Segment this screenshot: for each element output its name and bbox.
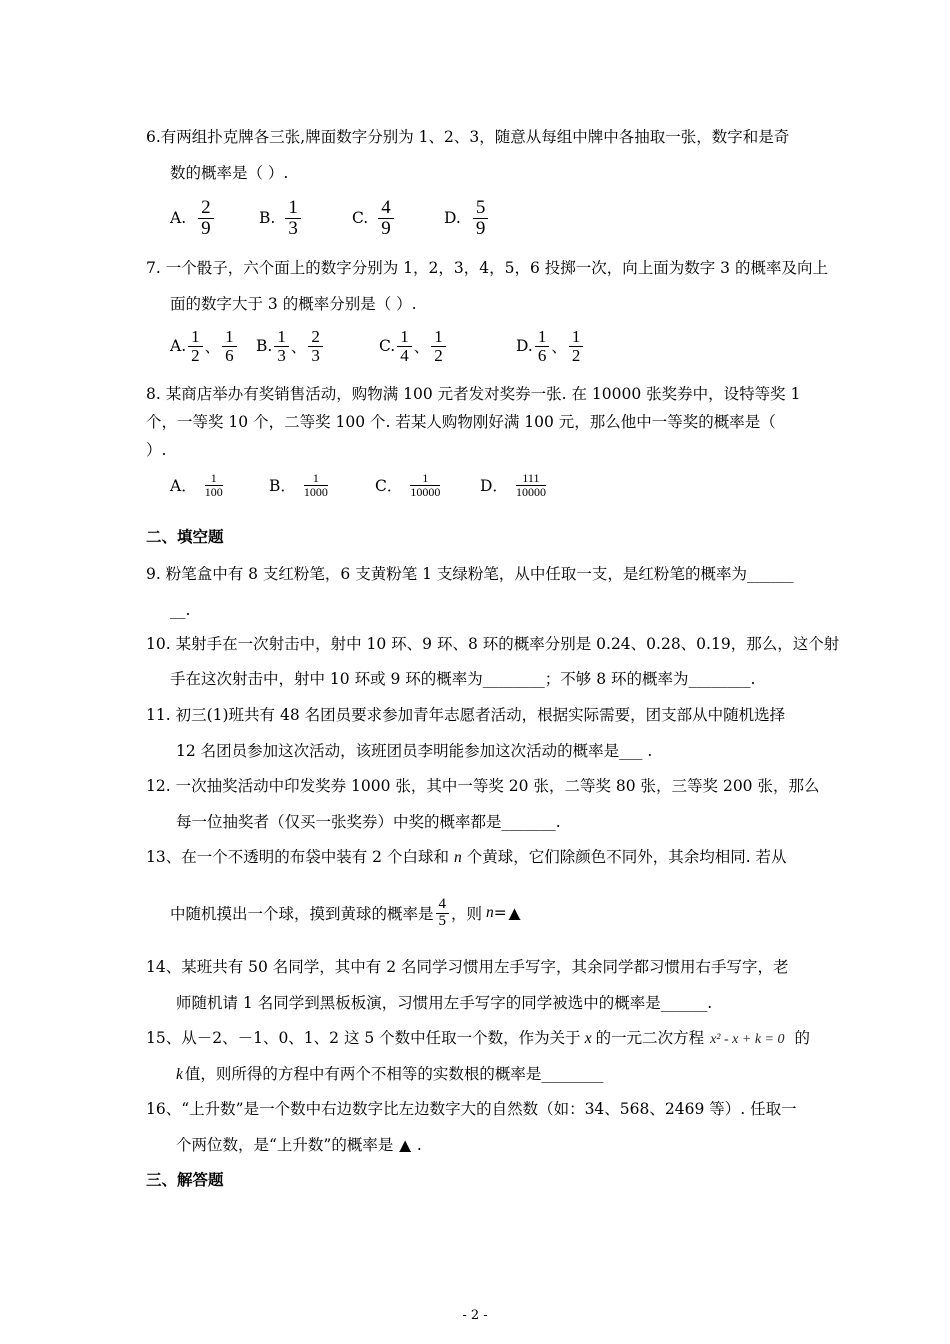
variable-n: n xyxy=(486,904,494,922)
fraction-numerator: 1 xyxy=(205,472,223,486)
q7-option-a-fraction-1 xyxy=(188,328,203,365)
fraction-numerator: 1 xyxy=(535,328,550,347)
q11-line1: 11. 初三(1)班共有 48 名团员要求参加青年志愿者活动，根据实际需要，团支部从中随机选择 xyxy=(146,706,786,724)
q15-line2 xyxy=(176,1064,603,1085)
answer-triangle-icon: ▲ xyxy=(399,1136,411,1154)
q8-option-c xyxy=(375,472,442,498)
fraction-numerator: 1 xyxy=(397,328,412,347)
page-number: - 2 - xyxy=(462,1308,488,1323)
fraction-numerator: 5 xyxy=(473,198,489,219)
fraction-denominator: 9 xyxy=(201,217,211,239)
q13-text-a: 13、在一个不透明的布袋中装有 2 个白球和 xyxy=(146,848,449,866)
variable-k: k xyxy=(176,1066,183,1083)
fraction-denominator: 100 xyxy=(204,484,223,499)
q7-option-c xyxy=(379,328,448,365)
q6-option-b-label: B. xyxy=(259,209,276,228)
q13-text-c: 中随机摸出一个球，摸到黄球的概率是 xyxy=(170,905,434,924)
q7-option-d-label: D. xyxy=(516,337,533,356)
answer-triangle-icon: ▲ xyxy=(508,904,521,923)
q8-option-d-fraction xyxy=(516,472,546,498)
fraction-numerator: 4 xyxy=(438,896,447,912)
fraction-denominator: 9 xyxy=(381,217,391,239)
q8-option-d-label: D． xyxy=(480,477,508,496)
fraction-denominator: 3 xyxy=(277,345,286,365)
q8-option-b-fraction xyxy=(304,472,328,498)
q6-option-c-label: C. xyxy=(352,209,369,228)
quadratic-equation: x² - x + k = 0 xyxy=(710,1032,785,1047)
q7-option-b-label: B. xyxy=(256,337,273,356)
fraction-denominator: 6 xyxy=(225,345,234,365)
fraction-denominator: 2 xyxy=(434,345,443,365)
q6-option-a xyxy=(170,198,216,239)
fraction-denominator: 10000 xyxy=(515,484,546,499)
q7-option-d xyxy=(516,328,585,365)
q7-option-c-fraction-1 xyxy=(397,328,412,365)
fraction-numerator: 1 xyxy=(285,198,301,219)
section-heading-fill-in: 二、填空题 xyxy=(146,527,224,546)
q6-option-d-fraction xyxy=(473,198,489,239)
q14-line2: 师随机请 1 名同学到黑板板演，习惯用左手写字的同学被选中的概率是______. xyxy=(176,994,713,1012)
q11-line2: 12 名团员参加这次活动，该班团员李明能参加这次活动的概率是___ . xyxy=(176,742,653,760)
q6-option-b xyxy=(259,198,303,239)
q13-equals: = xyxy=(493,904,507,923)
fraction-numerator: 1 xyxy=(274,328,289,347)
q7-option-c-fraction-2 xyxy=(431,328,446,365)
q7-option-d-fraction-2 xyxy=(569,328,584,365)
q8-line1: 8. 某商店举办有奖销售活动，购物满 100 元者发对奖券一张. 在 10000 张奖券中，设特等奖 1 xyxy=(146,385,801,403)
q9-line2: __. xyxy=(170,601,191,619)
q6-option-b-fraction xyxy=(285,198,301,239)
q8-option-b-label: B． xyxy=(269,477,296,496)
q16-line1: 16、“上升数”是一个数中右边数字比左边数字大的自然数（如：34、568、2469 等）. 任取一 xyxy=(146,1100,797,1118)
q8-option-b xyxy=(269,472,330,498)
fraction-numerator: 2 xyxy=(308,328,323,347)
q7-option-a-label: A. xyxy=(170,337,187,356)
q6-option-d-label: D. xyxy=(444,209,461,228)
q6-option-c xyxy=(352,198,396,239)
fraction-denominator: 4 xyxy=(400,345,409,365)
q13-probability-fraction xyxy=(436,897,450,930)
q15-line1 xyxy=(146,1028,810,1050)
q6-option-d xyxy=(444,198,490,239)
q16-text-b: . xyxy=(416,1136,422,1154)
q7-option-d-fraction-1 xyxy=(535,328,550,365)
fraction-numerator: 1 xyxy=(222,328,237,347)
q14-line1: 14、某班共有 50 名同学，其中有 2 名同学习惯用左手写字，其余同学都习惯用右手写字，老 xyxy=(146,958,789,976)
q7-option-c-label: C. xyxy=(379,337,396,356)
q13-text-d: ，则 xyxy=(451,905,483,924)
q15-text-d: 值，则所得的方程中有两个不相等的实数根的概率是________ xyxy=(184,1065,604,1083)
q7-line2: 面的数字大于 3 的概率分别是（ ）. xyxy=(170,295,417,313)
q12-line2: 每一位抽奖者（仅买一张奖券）中奖的概率都是_______. xyxy=(176,813,561,831)
fraction-denominator: 2 xyxy=(571,345,581,365)
q10-line2: 手在这次射击中，射中 10 环或 9 环的概率为________；不够 8 环的概率为________. xyxy=(170,670,756,688)
fraction-denominator: 9 xyxy=(475,217,486,239)
q7-option-b xyxy=(256,328,325,365)
fraction-denominator: 1000 xyxy=(303,484,328,499)
q15-text-b: 的一元二次方程 xyxy=(595,1029,705,1047)
q8-option-a xyxy=(170,472,225,498)
fraction-denominator: 5 xyxy=(436,913,450,930)
fraction-numerator: 1 xyxy=(188,328,203,347)
q6-line1: 6.有两组扑克牌各三张,牌面数字分别为 1、2、3，随意从每组中牌中各抽取一张，数字和是奇 xyxy=(146,128,790,146)
q6-option-a-label: A. xyxy=(170,209,187,228)
q7-option-a xyxy=(170,328,239,365)
q15-text-c: 的 xyxy=(794,1029,811,1047)
q7-line1: 7. 一个骰子，六个面上的数字分别为 1，2，3，4，5，6 投掷一次，向上面为数字 3 的概率及向上 xyxy=(146,259,828,277)
variable-x: x xyxy=(584,1030,592,1047)
q8-option-d xyxy=(480,472,548,498)
q6-option-a-fraction xyxy=(198,198,214,239)
fraction-denominator: 6 xyxy=(537,345,547,365)
q16-text-a: 个两位数，是“上升数”的概率是 xyxy=(176,1136,394,1154)
fraction-denominator: 3 xyxy=(311,345,320,365)
fraction-numerator: 111 xyxy=(516,472,546,486)
q13-text-b: 个黄球，它们除颜色不同外，其余均相同. 若从 xyxy=(466,848,787,866)
fraction-denominator: 10000 xyxy=(410,484,441,499)
separator: 、 xyxy=(413,338,430,357)
q8-line2: 个，一等奖 10 个，二等奖 100 个. 若某人购物刚好满 100 元，那么他中一等奖的概率是（ xyxy=(146,413,776,431)
section-heading-answer: 三、解答题 xyxy=(146,1170,224,1189)
fraction-numerator: 1 xyxy=(304,472,328,486)
q16-line2 xyxy=(176,1135,422,1155)
q8-option-c-label: C． xyxy=(375,477,403,496)
fraction-numerator: 1 xyxy=(431,328,446,347)
q8-option-c-fraction xyxy=(410,472,440,498)
q6-line2: 数的概率是（ ）. xyxy=(170,164,289,182)
q6-option-c-fraction xyxy=(378,198,394,239)
separator: 、 xyxy=(551,338,567,357)
q7-option-a-fraction-2 xyxy=(222,328,237,365)
q7-option-b-fraction-2 xyxy=(308,328,323,365)
fraction-numerator: 2 xyxy=(198,198,214,219)
q12-line1: 12. 一次抽奖活动中印发奖券 1000 张，其中一等奖 20 张，二等奖 80 张，三等奖 200 张，那么 xyxy=(146,777,820,795)
fraction-numerator: 1 xyxy=(410,472,440,486)
q8-line3: ）. xyxy=(146,441,167,459)
fraction-denominator: 2 xyxy=(191,345,200,365)
q9-line1: 9. 粉笔盒中有 8 支红粉笔，6 支黄粉笔 1 支绿粉笔，从中任取一支，是红粉笔的概率为______ xyxy=(146,565,794,583)
q13-line1 xyxy=(146,847,787,868)
q13-line2 xyxy=(170,897,522,930)
q8-option-a-fraction xyxy=(205,472,223,498)
variable-n: n xyxy=(453,849,462,866)
q7-option-b-fraction-1 xyxy=(274,328,289,365)
fraction-numerator: 1 xyxy=(569,328,584,347)
q15-text-a: 15、从－2、－1、0、1、2 这 5 个数中任取一个数，作为关于 xyxy=(146,1029,581,1047)
separator: 、 xyxy=(204,338,221,357)
fraction-numerator: 4 xyxy=(378,198,394,219)
q10-line1: 10. 某射手在一次射击中，射中 10 环、9 环、8 环的概率分别是 0.24、0.28、0.19，那么，这个射 xyxy=(146,635,840,653)
q8-option-a-label: A． xyxy=(170,477,197,496)
fraction-denominator: 3 xyxy=(288,217,298,239)
separator: 、 xyxy=(290,338,307,357)
